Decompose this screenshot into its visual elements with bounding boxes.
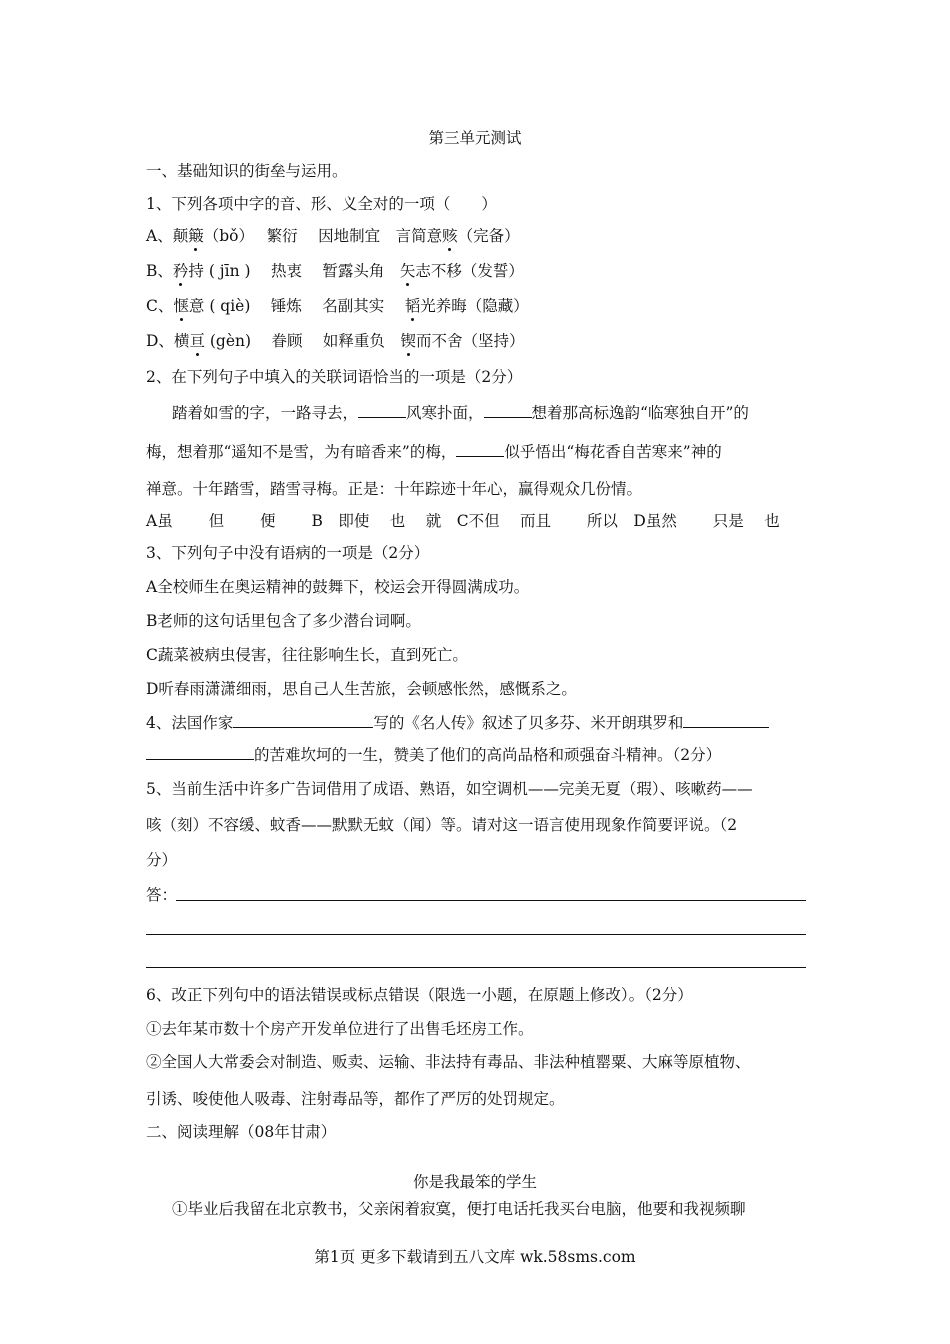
passage-paragraph-1: ①毕业后我留在北京教书，父亲闲着寂寞，便打电话托我买台电脑，他要和我视频聊 <box>172 1200 746 1218</box>
question-2-stem: 2、在下列句子中填入的关联词语恰当的一项是（2分） <box>146 368 523 386</box>
fill-blank[interactable] <box>484 403 532 418</box>
question-6-item-2-line-1: ②全国人大常委会对制造、贩卖、运输、非法持有毒品、非法种植罂粟、大麻等原植物、 <box>146 1053 751 1071</box>
question-2-passage-line-3: 禅意。十年踏雪，踏雪寻梅。正是：十年踪迹十年心，赢得观众几份情。 <box>146 480 643 498</box>
question-3-stem: 3、下列句子中没有语病的一项是（2分） <box>146 544 430 562</box>
question-1-option-b: B、矜持 ( jīn ) 热衷 暂露头角 矢志不移（发誓） <box>146 262 524 280</box>
question-1-option-c: C、惬意 ( qiè) 锤炼 名副其实 韬光养晦（隐藏） <box>146 297 529 315</box>
fill-blank[interactable] <box>358 403 406 418</box>
fill-blank[interactable] <box>456 442 504 457</box>
page-footer: 第1页 更多下载请到五八文库 wk.58sms.com <box>314 1248 636 1266</box>
question-4-line-1: 4、法国作家 写的《名人传》叙述了贝多芬、米开朗琪罗和 <box>146 713 769 733</box>
question-1-option-d: D、横亘 (gèn) 眷顾 如释重负 锲而不舍（坚持） <box>146 332 525 350</box>
question-2-passage-line-2: 梅，想着那“遥知不是雪，为有暗香来”的梅， 似乎悟出“梅花香自苦寒来”神的 <box>146 443 722 461</box>
page-title: 第三单元测试 <box>428 129 522 147</box>
question-3-option-c: C蔬菜被病虫侵害，往往影响生长，直到死亡。 <box>146 646 468 664</box>
answer-line[interactable] <box>176 900 806 901</box>
answer-line[interactable] <box>146 967 806 968</box>
fill-blank-name[interactable] <box>683 713 769 728</box>
question-5-line-3: 分） <box>146 851 178 869</box>
question-1-stem: 1、下列各项中字的音、形、义全对的一项（ ） <box>146 195 497 213</box>
answer-line[interactable] <box>146 934 806 935</box>
question-3-option-d: D听春雨潇潇细雨，思自己人生苦旅，会顿感怅然，感慨系之。 <box>146 680 577 698</box>
answer-label: 答： <box>146 886 178 904</box>
question-5-line-1: 5、当前生活中许多广告词借用了成语、熟语，如空调机——完美无夏（瑕）、咳嗽药—— <box>146 780 753 798</box>
fill-blank-author[interactable] <box>233 713 373 728</box>
fill-blank-name[interactable] <box>146 745 254 760</box>
passage-title: 你是我最笨的学生 <box>412 1173 537 1191</box>
question-1-option-a: A、颠簸（bǒ） 繁衍 因地制宜 言简意赅（完备） <box>146 227 520 245</box>
question-2-passage-line-1: 踏着如雪的字，一路寻去， 风寒扑面， 想着那高标逸韵“临寒独自开”的 <box>172 404 749 422</box>
question-6-stem: 6、改正下列句中的语法错误或标点错误（限选一小题，在原题上修改）。（2分） <box>146 986 693 1004</box>
question-2-options: A虽 但 便 B 即使 也 就 C不但 而且 所以 D虽然 只是 也 <box>146 512 780 530</box>
section-heading-2: 二、阅读理解（08年甘肃） <box>146 1123 337 1141</box>
question-4-line-2: 的苦难坎坷的一生，赞美了他们的高尚品格和顽强奋斗精神。（2分） <box>146 745 721 765</box>
question-3-option-b: B老师的这句话里包含了多少潜台词啊。 <box>146 612 421 630</box>
question-6-item-1: ①去年某市数十个房产开发单位进行了出售毛坯房工作。 <box>146 1020 534 1038</box>
section-heading-1: 一、基础知识的街垒与运用。 <box>146 162 348 180</box>
question-6-item-2-line-2: 引诱、唆使他人吸毒、注射毒品等，都作了严厉的处罚规定。 <box>146 1090 565 1108</box>
question-3-option-a: A全校师生在奥运精神的鼓舞下，校运会开得圆满成功。 <box>146 578 530 596</box>
question-5-line-2: 咳（刻）不容缓、蚊香——默默无蚊（闻）等。请对这一语言使用现象作简要评说。（2 <box>146 816 738 834</box>
